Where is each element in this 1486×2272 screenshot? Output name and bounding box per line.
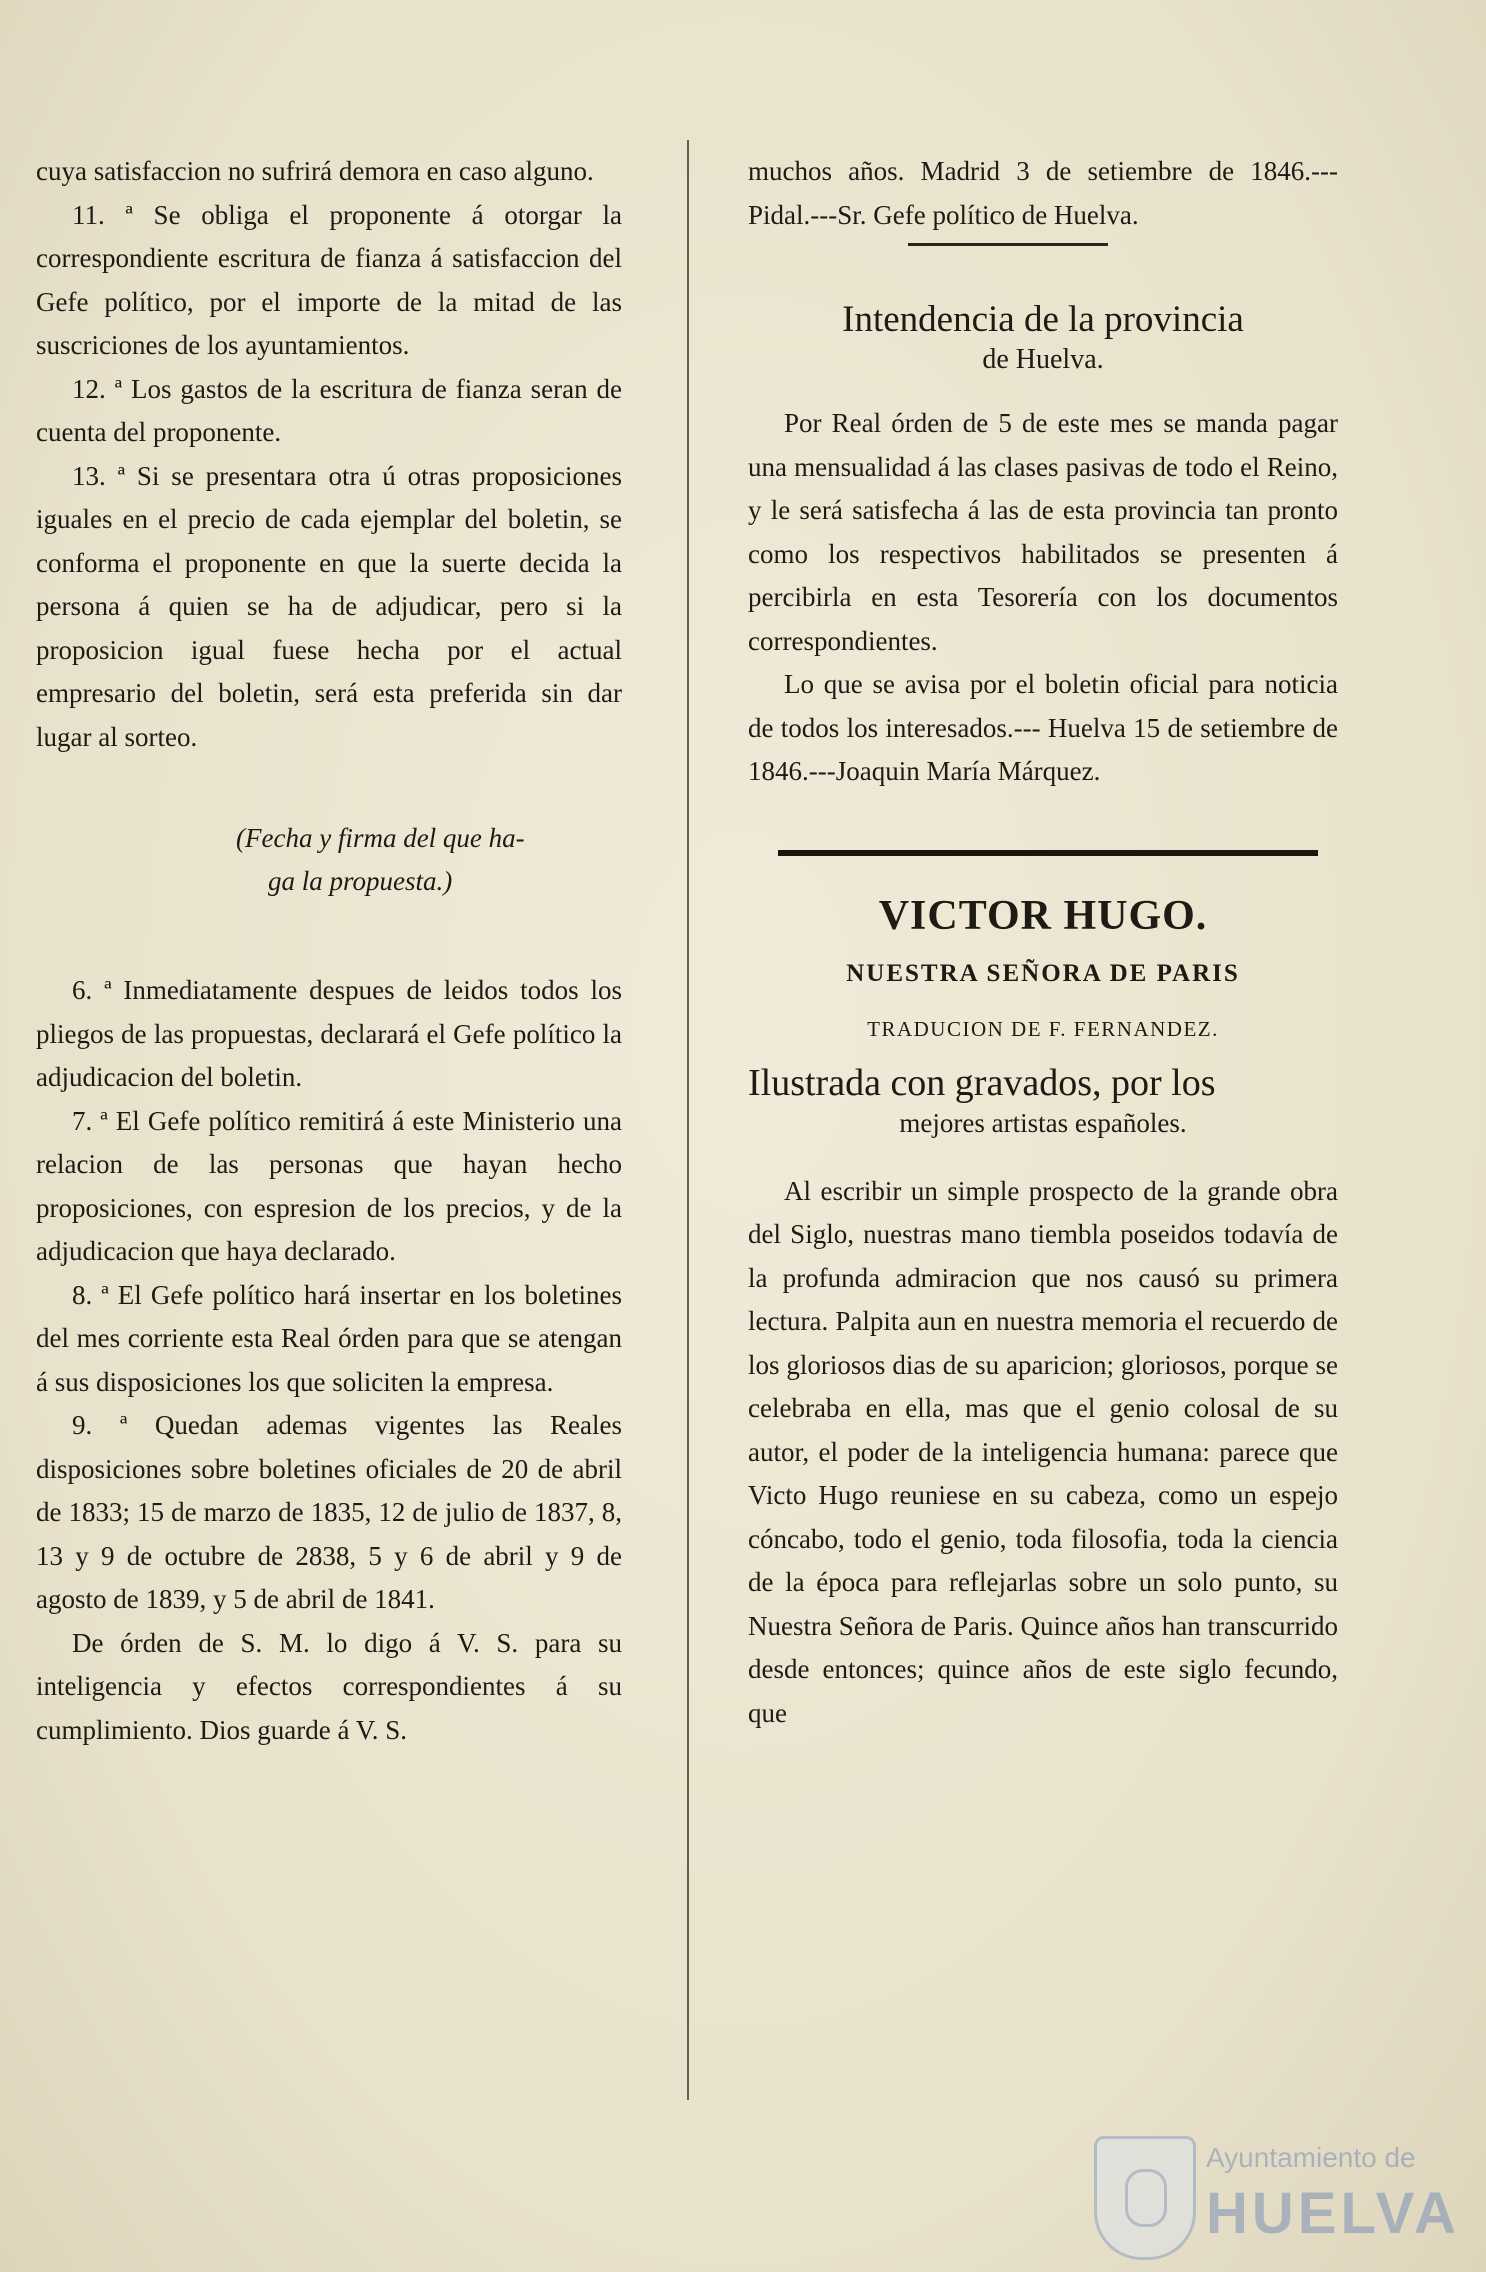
article-paragraph: 8. ª El Gefe político hará insertar en los boletines del mes corriente esta Real órden para que se atengan á sus disposiciones los que soliciten la empresa. <box>36 1279 622 1397</box>
article-paragraph: De órden de S. M. lo digo á V. S. para su inteligencia y efectos correspondientes á su cumplimiento. Dios guarde á V. S. <box>36 1627 622 1745</box>
watermark-line2: HUELVA <box>1206 2181 1460 2246</box>
section-rule <box>778 850 1318 856</box>
paragraph: muchos años. Madrid 3 de setiembre de 1846.---Pidal.---Sr. Gefe político de Huelva. <box>748 156 1338 230</box>
prospect-paragraph: Al escribir un simple prospecto de la grande obra del Siglo, nuestras mano tiembla poseidos todavía de la profunda admiracion que nos causó su primera lectura. Palpita aun en nuestra memoria el recuerdo de los gloriosos dias de su aparicion; gloriosos, porque se celebraba en ella, mas que el genio colosal de su autor, el poder de la inteligencia humana: parece que Victo Hugo reuniese en su cabeza, como un espejo cóncabo, todo el genio, toda filosofia, toda la ciencia de la época para reflejarlas sobre un solo punto, su Nuestra Señora de Paris. Quince años han transcurrido desde entonces; quince años de este siglo fecundo, que <box>748 1175 1338 1728</box>
paragraph: 12. ª Los gastos de la escritura de fianza seran de cuenta del proponente. <box>36 373 622 447</box>
paragraph: cuya satisfaccion no sufrirá demora en caso alguno. <box>36 156 594 186</box>
coat-of-arms-icon <box>1094 2136 1196 2260</box>
archive-watermark <box>1094 2136 1460 2256</box>
article-paragraph: 7. ª El Gefe político remitirá á este Ministerio una relacion de las personas que hayan hecho proposiciones, con espresion de los precios, y de la adjudicacion que haya declarado. <box>36 1105 622 1266</box>
right-column <box>748 150 1338 1735</box>
translator-line: TRADUCION DE F. FERNANDEZ. <box>867 1016 1219 1041</box>
section-rule <box>908 243 1108 246</box>
illustrated-subheading: mejores artistas españoles. <box>899 1107 1187 1138</box>
signature-line: (Fecha y firma del que ha- <box>236 823 525 853</box>
left-column <box>36 150 622 1752</box>
article-paragraph: 6. ª Inmediatamente despues de leidos todos los pliegos de las propuestas, declarará el Gefe político la adjudicacion del boletin. <box>36 975 622 1092</box>
signature-note <box>236 817 616 903</box>
paragraph: Lo que se avisa por el boletin oficial para noticia de todos los interesados.--- Huelva 15 de setiembre de 1846.---Joaquin María Márquez. <box>748 669 1338 786</box>
paragraph: Por Real órden de 5 de este mes se manda pagar una mensualidad á las clases pasivas de todo el Reino, y le será satisfecha á las de esta provincia tan pronto como los respectivos habilitados se presenten á percibirla en esta Tesorería con los documentos correspondientes. <box>748 408 1338 656</box>
illustrated-heading: Ilustrada con gravados, por los <box>748 1061 1216 1104</box>
signature-line: ga la propuesta.) <box>268 866 453 896</box>
paragraph: 13. ª Si se presentara otra ú otras proposiciones iguales en el precio de cada ejemplar del boletin, se conforma el proponente en que la suerte decida la persona á quien se ha de adjudicar, pero si la proposicion igual fuese hecha por el actual empresario del boletin, será esta preferida sin dar lugar al sorteo. <box>36 460 622 752</box>
article-paragraph: 9. ª Quedan ademas vigentes las Reales disposiciones sobre boletines oficiales de 20 de abril de 1833; 15 de marzo de 1835, 12 de julio de 1837, 8, 13 y 9 de octubre de 2838, 5 y 6 de abril y 9 de agosto de 1839, y 5 de abril de 1841. <box>36 1410 622 1614</box>
column-divider <box>687 140 689 2100</box>
author-heading: VICTOR HUGO. <box>878 892 1208 939</box>
paragraph: 11. ª Se obliga el proponente á otorgar la correspondiente escritura de fianza á satisfaccion del Gefe político, por el importe de la mitad de las suscriciones de los ayuntamientos. <box>36 199 622 360</box>
watermark-line1: Ayuntamiento de <box>1206 2142 1416 2173</box>
section-heading: Intendencia de la provincia <box>842 299 1244 340</box>
section-subheading: de Huelva. <box>982 344 1104 375</box>
book-title: NUESTRA SEÑORA DE PARIS <box>846 959 1240 987</box>
